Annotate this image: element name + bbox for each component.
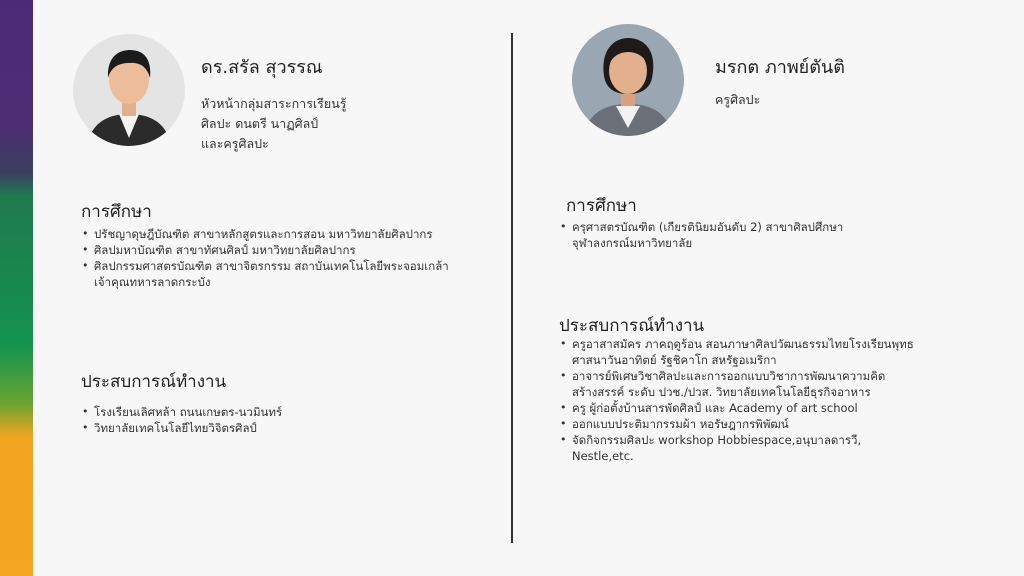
- list-item-line: ศาสนาวันอาทิตย์ รัฐชิคาโก สหรัฐอเมริกา: [572, 353, 777, 367]
- left-education-title: การศึกษา: [81, 202, 152, 222]
- list-item-line: สร้างสรรค์ ระดับ ปวช./ปวส. วิทยาลัยเทคโนโลยีธุรกิจอาหาร: [572, 385, 871, 399]
- left-education-list: [81, 226, 449, 290]
- left-teacher-name: ดร.สรัล สุวรรณ: [201, 57, 323, 78]
- list-item-line: • ครุศาสตรบัณฑิต (เกียรตินิยมอันดับ 2) สาขาศิลปศึกษา: [572, 220, 844, 234]
- left-teacher-role: [201, 94, 346, 154]
- list-item-line: • ศิลปกรรมศาสตรบัณฑิต สาขาจิตรกรรม สถาบันเทคโนโลยีพระจอมเกล้า: [94, 259, 449, 273]
- list-item-line: • อาจารย์พิเศษวิชาศิลปะและการออกแบบวิชาการพัฒนาความคิด: [572, 369, 886, 383]
- list-item: [559, 219, 843, 251]
- list-item-line: • ครูอาสาสมัคร ภาคฤดูร้อน สอนภาษาศิลปวัฒนธรรมไทยโรงเรียนพุทธ: [572, 337, 914, 351]
- list-item: [81, 258, 449, 290]
- left-experience-list: [81, 404, 282, 436]
- list-item: [81, 226, 449, 242]
- column-divider: [511, 33, 513, 543]
- list-item: [81, 420, 282, 436]
- list-item-line: • วิทยาลัยเทคโนโลยีไทยวิจิตรศิลป์: [94, 421, 257, 435]
- avatar-right-teacher: [572, 24, 684, 136]
- right-education-list: [559, 219, 843, 251]
- list-item-line: • ปรัชญาดุษฎีบัณฑิต สาขาหลักสูตรและการสอน มหาวิทยาลัยศิลปากร: [94, 227, 433, 241]
- list-item: [559, 368, 914, 400]
- right-experience-list: [559, 336, 914, 464]
- right-teacher-role: [715, 90, 760, 110]
- list-item-line: • ครู ผู้ก่อตั้งบ้านสารพัดศิลป์ และ Academy of art school: [572, 401, 858, 415]
- list-item: [559, 400, 914, 416]
- list-item-line: • ออกแบบประติมากรรมผ้า หอรัษฎากรพิพัฒน์: [572, 417, 789, 431]
- role-line: หัวหน้ากลุ่มสาระการเรียนรู้: [201, 96, 347, 111]
- right-teacher-name: มรกต ภาพย์ตันติ: [715, 57, 845, 78]
- list-item: [559, 336, 914, 368]
- list-item-line: เจ้าคุณทหารลาดกระบัง: [94, 275, 211, 289]
- right-education-title: การศึกษา: [566, 196, 637, 216]
- role-line: และครูศิลปะ: [201, 136, 269, 151]
- decorative-color-strip: [0, 0, 33, 576]
- left-experience-title: ประสบการณ์ทำงาน: [81, 372, 227, 392]
- list-item: [559, 432, 914, 464]
- list-item: [81, 404, 282, 420]
- list-item: [559, 416, 914, 432]
- avatar-left-teacher: [73, 34, 185, 146]
- role-line: ศิลปะ ดนตรี นาฏศิลป์: [201, 116, 319, 131]
- role-line: ครูศิลปะ: [715, 92, 761, 107]
- list-item-line: Nestle,etc.: [572, 449, 634, 463]
- list-item-line: • จัดกิจกรรมศิลปะ workshop Hobbiespace,อนุบาลดารวี,: [572, 433, 862, 447]
- list-item-line: • โรงเรียนเลิศหล้า ถนนเกษตร-นวมินทร์: [94, 405, 283, 419]
- list-item-line: • ศิลปมหาบัณฑิต สาขาทัศนศิลป์ มหาวิทยาลัยศิลปากร: [94, 243, 356, 257]
- list-item-line: จุฬาลงกรณ์มหาวิทยาลัย: [572, 236, 693, 250]
- right-experience-title: ประสบการณ์ทำงาน: [559, 316, 705, 336]
- list-item: [81, 242, 449, 258]
